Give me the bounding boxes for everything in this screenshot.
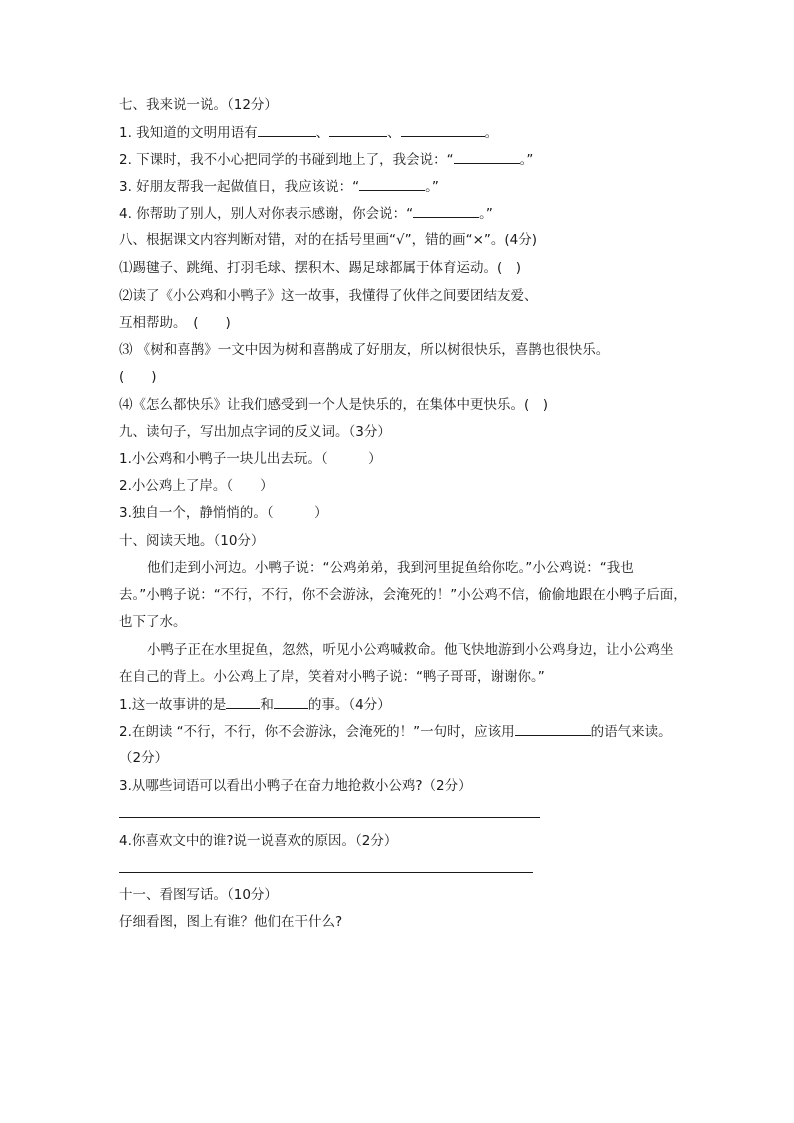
answer-blank[interactable] xyxy=(258,122,316,137)
answer-line[interactable] xyxy=(119,872,533,873)
passage-line: 在自己的背上。小公鸡上了岸，笑着对小鸭子说：“鸭子哥哥，谢谢你。” xyxy=(119,669,545,685)
answer-blank[interactable] xyxy=(274,694,308,709)
q8-item-2: ⑵读了《小公鸡和小鸭子》这一故事，我懂得了伙伴之间要团结友爱、 xyxy=(119,288,538,304)
q8-item-1: ⑴踢毽子、跳绳、打羽毛球、摆积木、踢足球都属于体育运动。( ) xyxy=(119,260,522,276)
q9-heading: 九、读句子，写出加点字词的反义词。（3分） xyxy=(119,424,391,440)
q9-item-2: 2.小公鸡上了岸。（ ） xyxy=(119,478,274,494)
q10-question-1: 1.这一故事讲的是 和 的事。（4分） xyxy=(119,694,391,715)
q7-item-1: 1. 我知道的文明用语有 、 、 。 xyxy=(119,122,498,143)
passage-line: 也下了水。 xyxy=(119,614,187,630)
q10-heading: 十、阅读天地。（10分） xyxy=(119,533,265,549)
q8-item-4: ⑷《怎么都快乐》让我们感受到一个人是快乐的，在集体中更快乐。( ) xyxy=(119,397,549,413)
q10-question-3: 3.从哪些词语可以看出小鸭子在奋力地抢救小公鸡?（2分） xyxy=(119,778,472,794)
answer-blank[interactable] xyxy=(515,721,591,736)
q8-heading: 八、根据课文内容判断对错，对的在括号里画“√”，错的画“×”。(4分) xyxy=(119,232,538,248)
q11-prompt: 仔细看图，图上有谁？他们在干什么? xyxy=(119,914,343,930)
q10-question-2-score: （2分） xyxy=(119,750,169,766)
passage-line: 他们走到小河边。小鸭子说：“公鸡弟弟，我到河里捉鱼给你吃。”小公鸡说：“我也 xyxy=(147,560,634,576)
q9-item-3: 3.独自一个，静悄悄的。（ ） xyxy=(119,505,328,521)
answer-blank[interactable] xyxy=(454,149,520,164)
answer-blank[interactable] xyxy=(329,122,387,137)
q10-question-2: 2.在朗读 “不行，不行，你不会游泳，会淹死的！”一句时，应该用 的语气来读。 xyxy=(119,721,672,742)
answer-blank[interactable] xyxy=(401,122,485,137)
q8-item-2-cont: 互相帮助。 ( ) xyxy=(119,315,231,331)
q7-item-4: 4. 你帮助了别人，别人对你表示感谢，你会说：“ 。” xyxy=(119,203,493,224)
q11-heading: 十一、看图写话。（10分） xyxy=(119,887,278,903)
q7-item-3: 3. 好朋友帮我一起做值日，我应该说：“ 。” xyxy=(119,176,439,197)
answer-blank[interactable] xyxy=(226,694,260,709)
q7-item-2: 2. 下课时，我不小心把同学的书碰到地上了，我会说：“ 。” xyxy=(119,149,533,170)
q8-item-3: ⑶ 《树和喜鹊》一文中因为树和喜鹊成了好朋友，所以树很快乐，喜鹊也很快乐。 xyxy=(119,342,610,358)
answer-blank[interactable] xyxy=(359,176,425,191)
passage-line: 去。”小鸭子说：“不行，不行，你不会游泳，会淹死的！”小公鸡不信，偷偷地跟在小鸭子后面， xyxy=(119,587,687,603)
q8-item-3-cont: ( ) xyxy=(119,369,157,385)
answer-line[interactable] xyxy=(119,817,540,818)
q10-question-4: 4.你喜欢文中的谁?说一说喜欢的原因。（2分） xyxy=(119,833,398,849)
passage-line: 小鸭子正在水里捉鱼，忽然，听见小公鸡喊救命。他飞快地游到小公鸡身边，让小公鸡坐 xyxy=(147,642,674,658)
q7-heading: 七、我来说一说。（12分） xyxy=(119,97,278,113)
answer-blank[interactable] xyxy=(413,203,479,218)
q9-item-1: 1.小公鸡和小鸭子一块儿出去玩。（ ） xyxy=(119,451,382,467)
